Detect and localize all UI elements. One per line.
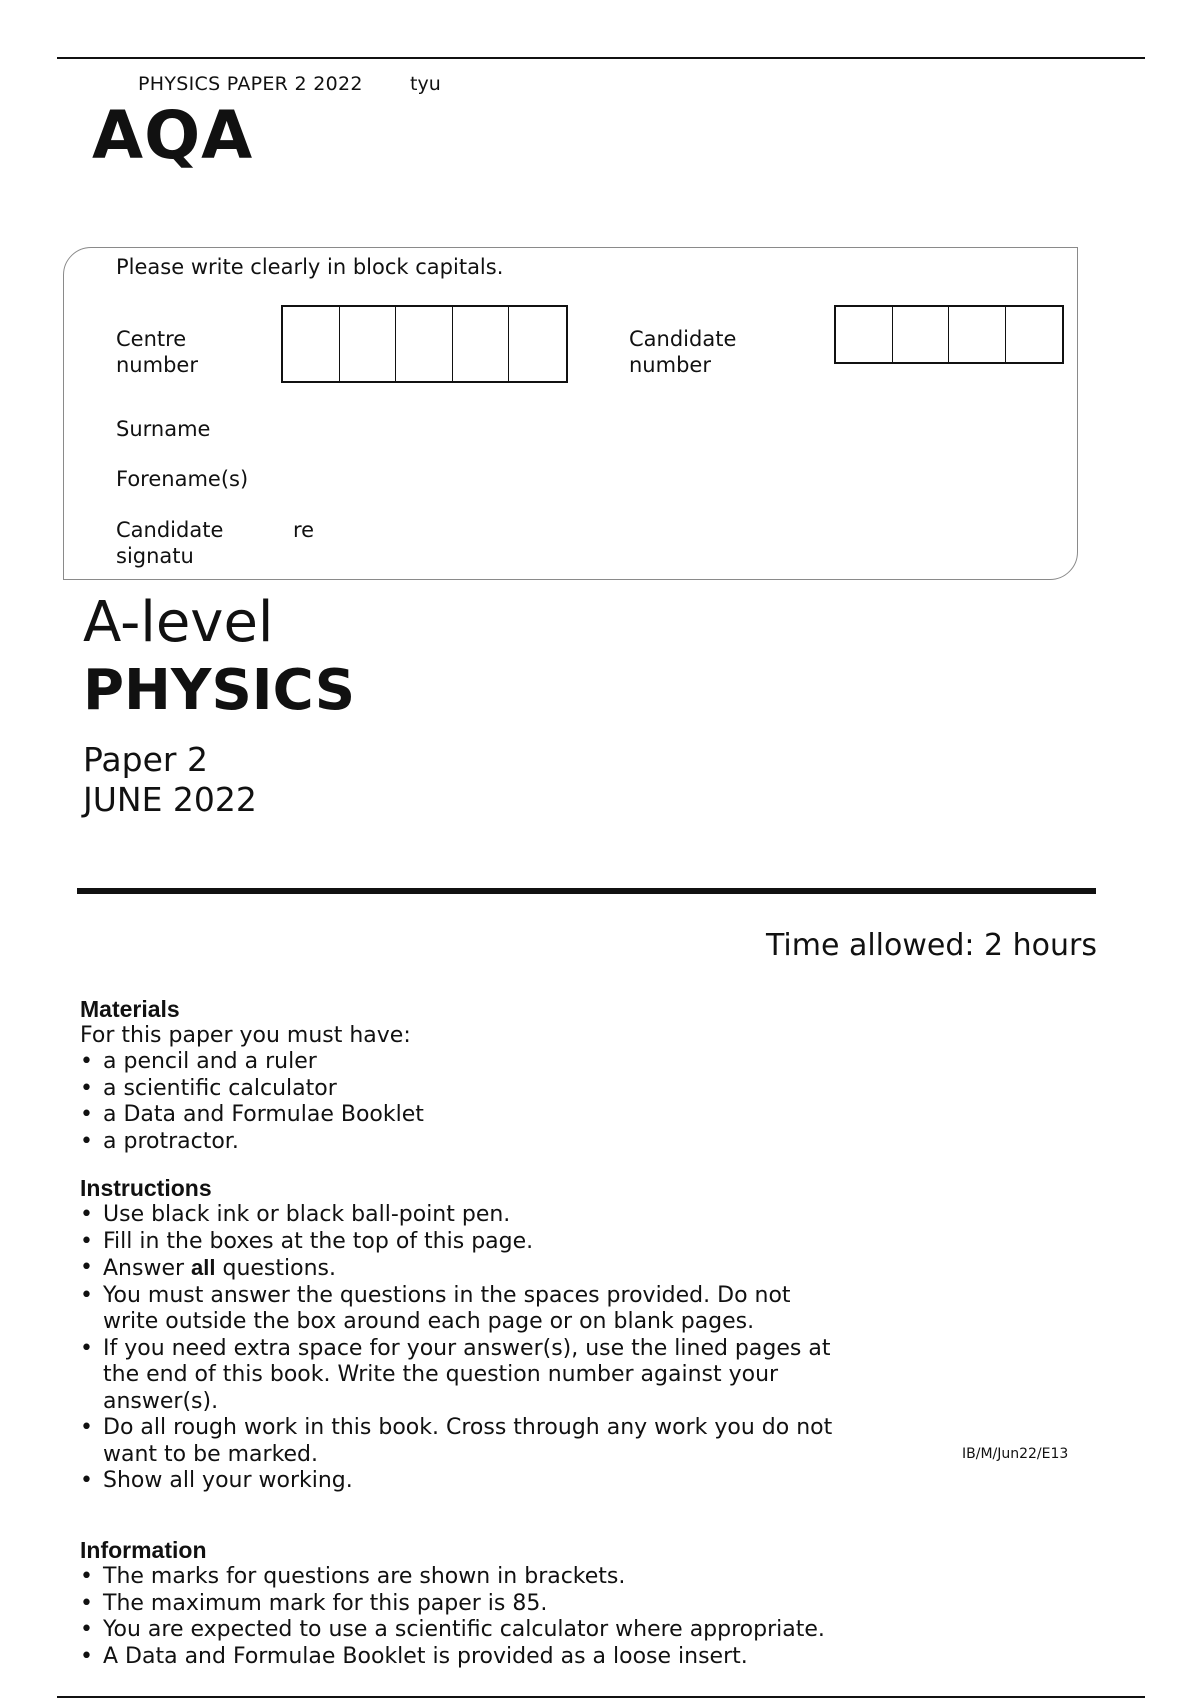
instructions-list bbox=[80, 1202, 850, 1495]
time-allowed: Time allowed: 2 hours bbox=[765, 928, 1097, 963]
candidate-number-box-1[interactable] bbox=[836, 307, 893, 362]
aqa-logo: AQA bbox=[92, 97, 254, 174]
signature-label-fragment: re bbox=[293, 518, 315, 542]
materials-intro: For this paper you must have: bbox=[80, 1023, 411, 1048]
forename-label: Forename(s) bbox=[116, 467, 249, 491]
centre-number-box-2[interactable] bbox=[340, 307, 397, 381]
candidate-signature-label: Candidate signatu bbox=[116, 518, 224, 568]
information-list bbox=[80, 1564, 880, 1670]
instructions-section bbox=[80, 1175, 880, 1495]
information-section bbox=[80, 1537, 880, 1670]
list-item: • a protractor. bbox=[80, 1129, 880, 1156]
list-item: • You are expected to use a scientific calculator where appropriate. bbox=[80, 1617, 880, 1644]
centre-number-boxes bbox=[281, 305, 568, 383]
materials-list bbox=[80, 1049, 880, 1155]
top-rule bbox=[57, 57, 1145, 59]
centre-number-label: Centre number bbox=[116, 327, 198, 377]
reference-code: IB/M/Jun22/E13 bbox=[962, 1446, 1069, 1462]
centre-number-box-1[interactable] bbox=[283, 307, 340, 381]
list-item: • Answer all questions. bbox=[80, 1255, 850, 1283]
exam-date: JUNE 2022 bbox=[83, 780, 257, 819]
list-item: • If you need extra space for your answer(s), use the lined pages at the end of this book. Write the question number against your answer(s). bbox=[80, 1336, 850, 1416]
list-item: • Use black ink or black ball-point pen. bbox=[80, 1202, 850, 1229]
qualification-level: A-level bbox=[83, 590, 274, 655]
list-item: • a Data and Formulae Booklet bbox=[80, 1102, 880, 1129]
paper-number: Paper 2 bbox=[83, 740, 208, 779]
list-item: • Show all your working. bbox=[80, 1468, 850, 1495]
list-item: • The maximum mark for this paper is 85. bbox=[80, 1591, 880, 1618]
candidate-number-box-3[interactable] bbox=[949, 307, 1006, 362]
list-item: • a pencil and a ruler bbox=[80, 1049, 880, 1076]
paper-code: PHYSICS PAPER 2 2022 bbox=[138, 73, 363, 95]
candidate-number-box-2[interactable] bbox=[893, 307, 950, 362]
candidate-number-label: Candidate number bbox=[629, 327, 737, 377]
centre-number-box-5[interactable] bbox=[509, 307, 566, 381]
instructions-heading: Instructions bbox=[80, 1175, 212, 1201]
centre-number-box-4[interactable] bbox=[453, 307, 510, 381]
candidate-number-box-4[interactable] bbox=[1006, 307, 1063, 362]
materials-heading: Materials bbox=[80, 996, 180, 1022]
candidate-number-boxes bbox=[834, 305, 1064, 364]
list-item: • a scientific calculator bbox=[80, 1076, 880, 1103]
list-item: • Do all rough work in this book. Cross through any work you do not want to be marked. bbox=[80, 1415, 850, 1468]
block-capitals-instruction: Please write clearly in block capitals. bbox=[116, 255, 504, 279]
surname-label: Surname bbox=[116, 417, 211, 441]
information-heading: Information bbox=[80, 1537, 207, 1563]
materials-section bbox=[80, 996, 880, 1155]
list-item: • You must answer the questions in the spaces provided. Do not write outside the box around each page or on blank pages. bbox=[80, 1283, 850, 1336]
subject-title: PHYSICS bbox=[83, 658, 356, 723]
centre-number-box-3[interactable] bbox=[396, 307, 453, 381]
title-rule bbox=[77, 888, 1096, 894]
list-item: • A Data and Formulae Booklet is provided as a loose insert. bbox=[80, 1644, 880, 1671]
bottom-rule bbox=[57, 1696, 1145, 1698]
list-item: • The marks for questions are shown in brackets. bbox=[80, 1564, 880, 1591]
list-item: • Fill in the boxes at the top of this page. bbox=[80, 1229, 850, 1256]
paper-tag: tyu bbox=[410, 73, 441, 95]
